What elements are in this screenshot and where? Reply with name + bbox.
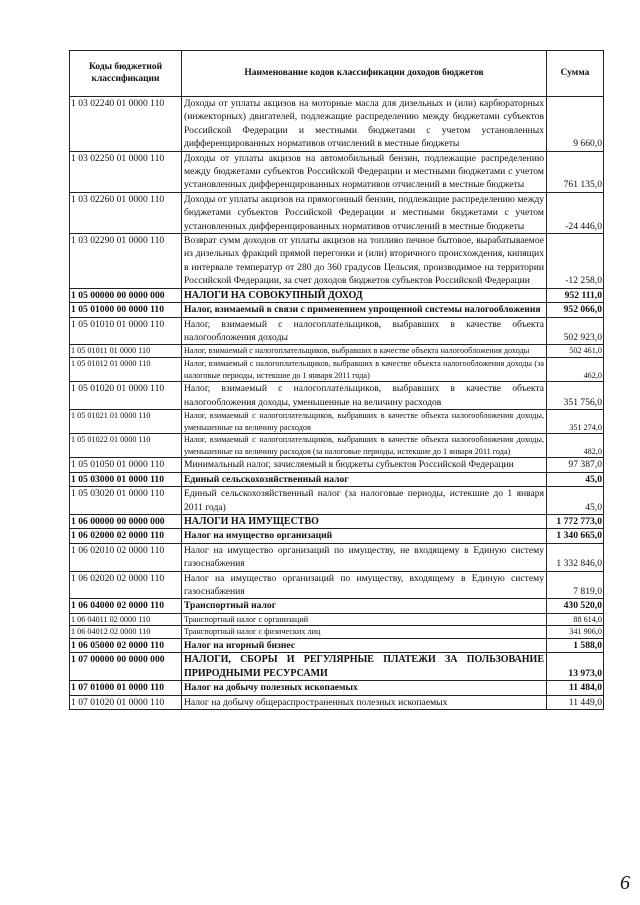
header-sum: Сумма: [547, 51, 604, 97]
row-sum: 430 520,0: [547, 599, 604, 613]
table-row: [70, 192, 604, 233]
table-row: [70, 357, 604, 381]
row-name: НАЛОГИ НА СОВОКУПНЫЙ ДОХОД: [182, 288, 547, 302]
row-sum: 761 135,0: [547, 151, 604, 192]
table-row: [70, 487, 604, 515]
table-row: [70, 382, 604, 410]
table-row: [70, 303, 604, 317]
row-sum: 7 819,0: [547, 571, 604, 599]
row-code: 1 07 01020 01 0000 110: [70, 695, 182, 709]
row-name: Доходы от уплаты акцизов на моторные масла для дизельных и (или) карбюраторных (инжекторных) двигателей, подлежащие распределению между бюджетами субъектов Российской Федерации и местными бюджетами с учетом установленных дифференцированных нормативов отчислений в местные бюджеты: [182, 97, 547, 152]
table-row: [70, 434, 604, 458]
row-name: Налог, взимаемый с налогоплательщиков, выбравших в качестве объекта налогообложения доходы: [182, 317, 547, 345]
row-code: 1 05 01021 01 0000 110: [70, 409, 182, 433]
row-sum: 1 340 665,0: [547, 529, 604, 543]
row-code: 1 06 05000 02 0000 110: [70, 638, 182, 652]
row-sum: 462,0: [547, 357, 604, 381]
table-row: [70, 543, 604, 571]
row-sum: 952 111,0: [547, 288, 604, 302]
row-name: Транспортный налог: [182, 599, 547, 613]
row-name: Налог, взимаемый с налогоплательщиков, выбравших в качестве объекта налогообложения доходы: [182, 345, 547, 358]
row-code: 1 05 01000 00 0000 110: [70, 303, 182, 317]
row-name: Налог на имущество организаций: [182, 529, 547, 543]
table-row: [70, 599, 604, 613]
table-row: [70, 288, 604, 302]
row-name: Налог, взимаемый с налогоплательщиков, выбравших в качестве объекта налогообложения доходы, уменьшенные на величину расходов: [182, 409, 547, 433]
row-name: Налог, взимаемый с налогоплательщиков, выбравших в качестве объекта налогообложения доходы, уменьшенные на величину расходов (за налоговые периоды, истекшие до 1 января 2011 года): [182, 434, 547, 458]
row-sum: 45,0: [547, 487, 604, 515]
row-sum: 351 274,0: [547, 409, 604, 433]
row-code: 1 05 01010 01 0000 110: [70, 317, 182, 345]
table-row: [70, 458, 604, 472]
row-name: Возврат сумм доходов от уплаты акцизов на топливо печное бытовое, вырабатываемое из дизельных фракций прямой перегонки и (или) вторичного происхождения, кипящих в интервале температур от 280 до 360 градусов Цельсия, производимое на территории Российской Федерации, за счет доходов бюджетов субъектов Российской Федерации: [182, 234, 547, 289]
row-name: Налог, взимаемый в связи с применением упрощенной системы налогообложения: [182, 303, 547, 317]
row-code: 1 05 01011 01 0000 110: [70, 345, 182, 358]
row-code: 1 05 01022 01 0000 110: [70, 434, 182, 458]
table-row: [70, 345, 604, 358]
page-number: 6: [620, 872, 630, 894]
table-row: [70, 613, 604, 626]
row-name: Доходы от уплаты акцизов на автомобильный бензин, подлежащие распределению между бюджетами субъектов Российской Федерации и местными бюджетами с учетом установленных дифференцированных нормативов отчислений в местные бюджеты: [182, 151, 547, 192]
table-row: [70, 151, 604, 192]
table-row: [70, 529, 604, 543]
row-sum: 13 973,0: [547, 653, 604, 681]
row-code: 1 06 04012 02 0000 110: [70, 626, 182, 639]
table-row: [70, 695, 604, 709]
row-sum: -12 258,0: [547, 234, 604, 289]
table-row: [70, 653, 604, 681]
row-name: Доходы от уплаты акцизов на прямогонный бензин, подлежащие распределению между бюджетами субъектов Российской Федерации и местными бюджетами с учетом установленных дифференцированных нормативов отчислений в местные бюджеты: [182, 192, 547, 233]
row-sum: 45,0: [547, 472, 604, 486]
row-code: 1 06 00000 00 0000 000: [70, 514, 182, 528]
table-row: [70, 681, 604, 695]
row-code: 1 07 00000 00 0000 000: [70, 653, 182, 681]
row-code: 1 06 04011 02 0000 110: [70, 613, 182, 626]
row-sum: 88 614,0: [547, 613, 604, 626]
row-sum: 11 484,0: [547, 681, 604, 695]
row-name: Минимальный налог, зачисляемый в бюджеты субъектов Российской Федерации: [182, 458, 547, 472]
row-name: Налог, взимаемый с налогоплательщиков, выбравших в качестве объекта налогообложения доходы, уменьшенные на величину расходов: [182, 382, 547, 410]
row-name: Единый сельскохозяйственный налог: [182, 472, 547, 486]
row-code: 1 06 02010 02 0000 110: [70, 543, 182, 571]
row-code: 1 03 02240 01 0000 110: [70, 97, 182, 152]
row-code: 1 07 01000 01 0000 110: [70, 681, 182, 695]
row-code: 1 05 01012 01 0000 110: [70, 357, 182, 381]
row-name: НАЛОГИ НА ИМУЩЕСТВО: [182, 514, 547, 528]
row-sum: 1 332 846,0: [547, 543, 604, 571]
table-row: [70, 638, 604, 652]
row-code: 1 06 04000 02 0000 110: [70, 599, 182, 613]
table-row: [70, 571, 604, 599]
row-sum: -24 446,0: [547, 192, 604, 233]
row-sum: 341 906,0: [547, 626, 604, 639]
row-sum: 11 449,0: [547, 695, 604, 709]
row-name: Налог на добычу общераспространенных полезных ископаемых: [182, 695, 547, 709]
row-sum: 1 588,0: [547, 638, 604, 652]
row-code: 1 03 02290 01 0000 110: [70, 234, 182, 289]
row-code: 1 03 02250 01 0000 110: [70, 151, 182, 192]
row-sum: 351 756,0: [547, 382, 604, 410]
row-code: 1 05 01050 01 0000 110: [70, 458, 182, 472]
row-code: 1 03 02260 01 0000 110: [70, 192, 182, 233]
row-code: 1 06 02020 02 0000 110: [70, 571, 182, 599]
row-code: 1 05 01020 01 0000 110: [70, 382, 182, 410]
row-sum: 1 772 773,0: [547, 514, 604, 528]
row-name: Налог на имущество организаций по имуществу, входящему в Единую систему газоснабжения: [182, 571, 547, 599]
table-row: [70, 317, 604, 345]
row-code: 1 05 03020 01 0000 110: [70, 487, 182, 515]
row-name: НАЛОГИ, СБОРЫ И РЕГУЛЯРНЫЕ ПЛАТЕЖИ ЗА ПОЛЬЗОВАНИЕ ПРИРОДНЫМИ РЕСУРСАМИ: [182, 653, 547, 681]
row-sum: 502 923,0: [547, 317, 604, 345]
table-row: [70, 472, 604, 486]
row-sum: 97 387,0: [547, 458, 604, 472]
header-code: Коды бюджетной классификации: [70, 51, 182, 97]
table-row: [70, 409, 604, 433]
row-name: Налог, взимаемый с налогоплательщиков, выбравших в качестве объекта налогообложения доходы (за налоговые периоды, истекшие до 1 января 2011 года): [182, 357, 547, 381]
row-sum: 952 066,0: [547, 303, 604, 317]
row-name: Налог на игорный бизнес: [182, 638, 547, 652]
row-code: 1 05 00000 00 0000 000: [70, 288, 182, 302]
row-name: Налог на имущество организаций по имуществу, не входящему в Единую систему газоснабжения: [182, 543, 547, 571]
row-name: Транспортный налог с физических лиц: [182, 626, 547, 639]
row-name: Налог на добычу полезных ископаемых: [182, 681, 547, 695]
budget-revenue-table: [69, 50, 604, 710]
table-row: [70, 514, 604, 528]
header-name: Наименование кодов классификации доходов бюджетов: [182, 51, 547, 97]
row-code: 1 06 02000 02 0000 110: [70, 529, 182, 543]
table-row: [70, 626, 604, 639]
row-code: 1 05 03000 01 0000 110: [70, 472, 182, 486]
table-header-row: [70, 51, 604, 97]
row-sum: 502 461,0: [547, 345, 604, 358]
row-name: Транспортный налог с организаций: [182, 613, 547, 626]
row-name: Единый сельскохозяйственный налог (за налоговые периоды, истекшие до 1 января 2011 года): [182, 487, 547, 515]
table-row: [70, 97, 604, 152]
row-sum: 482,0: [547, 434, 604, 458]
row-sum: 9 660,0: [547, 97, 604, 152]
table-row: [70, 234, 604, 289]
